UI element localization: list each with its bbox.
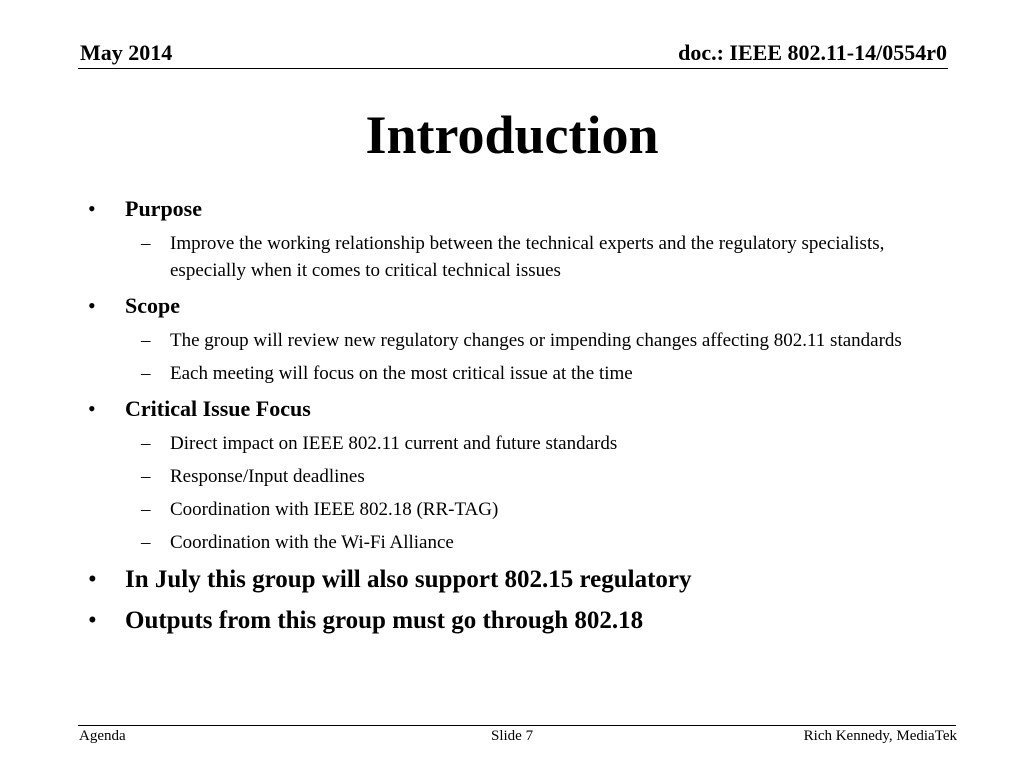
sub-bullet-text: Coordination with the Wi-Fi Alliance: [170, 532, 454, 553]
header-doc-id: doc.: IEEE 802.11-14/0554r0: [678, 40, 947, 65]
footer-author: Rich Kennedy, MediaTek: [803, 728, 957, 744]
bullet-icon: •: [88, 396, 96, 421]
sub-bullet: [88, 360, 938, 387]
bullet-icon: •: [88, 196, 96, 221]
header-date: May 2014: [80, 40, 173, 65]
sub-bullet: [88, 230, 938, 284]
sub-bullet: [88, 496, 938, 523]
bullet-text: Critical Issue Focus: [125, 396, 311, 421]
dash-icon: –: [141, 499, 151, 520]
bullet-text: In July this group will also support 802.15 regulatory: [125, 566, 692, 593]
bullet-icon: •: [88, 566, 97, 593]
dash-icon: –: [141, 433, 151, 454]
slide-title: Introduction: [365, 105, 659, 165]
bullet-critical-issue-focus: [88, 394, 938, 424]
sub-bullet: [88, 529, 938, 556]
dash-icon: –: [141, 363, 151, 384]
sub-bullet-text: Response/Input deadlines: [170, 466, 365, 487]
bullet-icon: •: [88, 607, 97, 634]
slide-body: [88, 194, 938, 638]
dash-icon: –: [141, 466, 151, 487]
footer-slide-number: Slide 7: [491, 728, 534, 744]
sub-bullet-text: Direct impact on IEEE 802.11 current and future standards: [170, 433, 618, 454]
dash-icon: –: [141, 532, 151, 553]
sub-bullet: [88, 327, 938, 354]
bullet-outputs: [88, 604, 938, 638]
header-rule: [78, 68, 948, 69]
bullet-text: Outputs from this group must go through 802.18: [125, 607, 644, 634]
footer-left: Agenda: [79, 728, 126, 744]
footer-rule: [78, 725, 956, 726]
bullet-text: Scope: [125, 293, 180, 318]
bullet-scope: [88, 291, 938, 321]
sub-bullet-text: Each meeting will focus on the most critical issue at the time: [170, 363, 633, 384]
sub-bullet: [88, 430, 938, 457]
dash-icon: –: [141, 233, 151, 254]
bullet-icon: •: [88, 293, 96, 318]
sub-bullet-text: Coordination with IEEE 802.18 (RR-TAG): [170, 499, 499, 520]
bullet-july-support: [88, 563, 938, 597]
sub-bullet: [88, 463, 938, 490]
bullet-purpose: [88, 194, 938, 224]
dash-icon: –: [141, 330, 151, 351]
bullet-text: Purpose: [125, 196, 202, 221]
sub-bullet-text: The group will review new regulatory changes or impending changes affecting 802.11 standards: [170, 330, 902, 351]
sub-bullet-text: Improve the working relationship between the technical experts and the regulatory specialists, especially when it comes to critical technical issues: [170, 233, 885, 281]
